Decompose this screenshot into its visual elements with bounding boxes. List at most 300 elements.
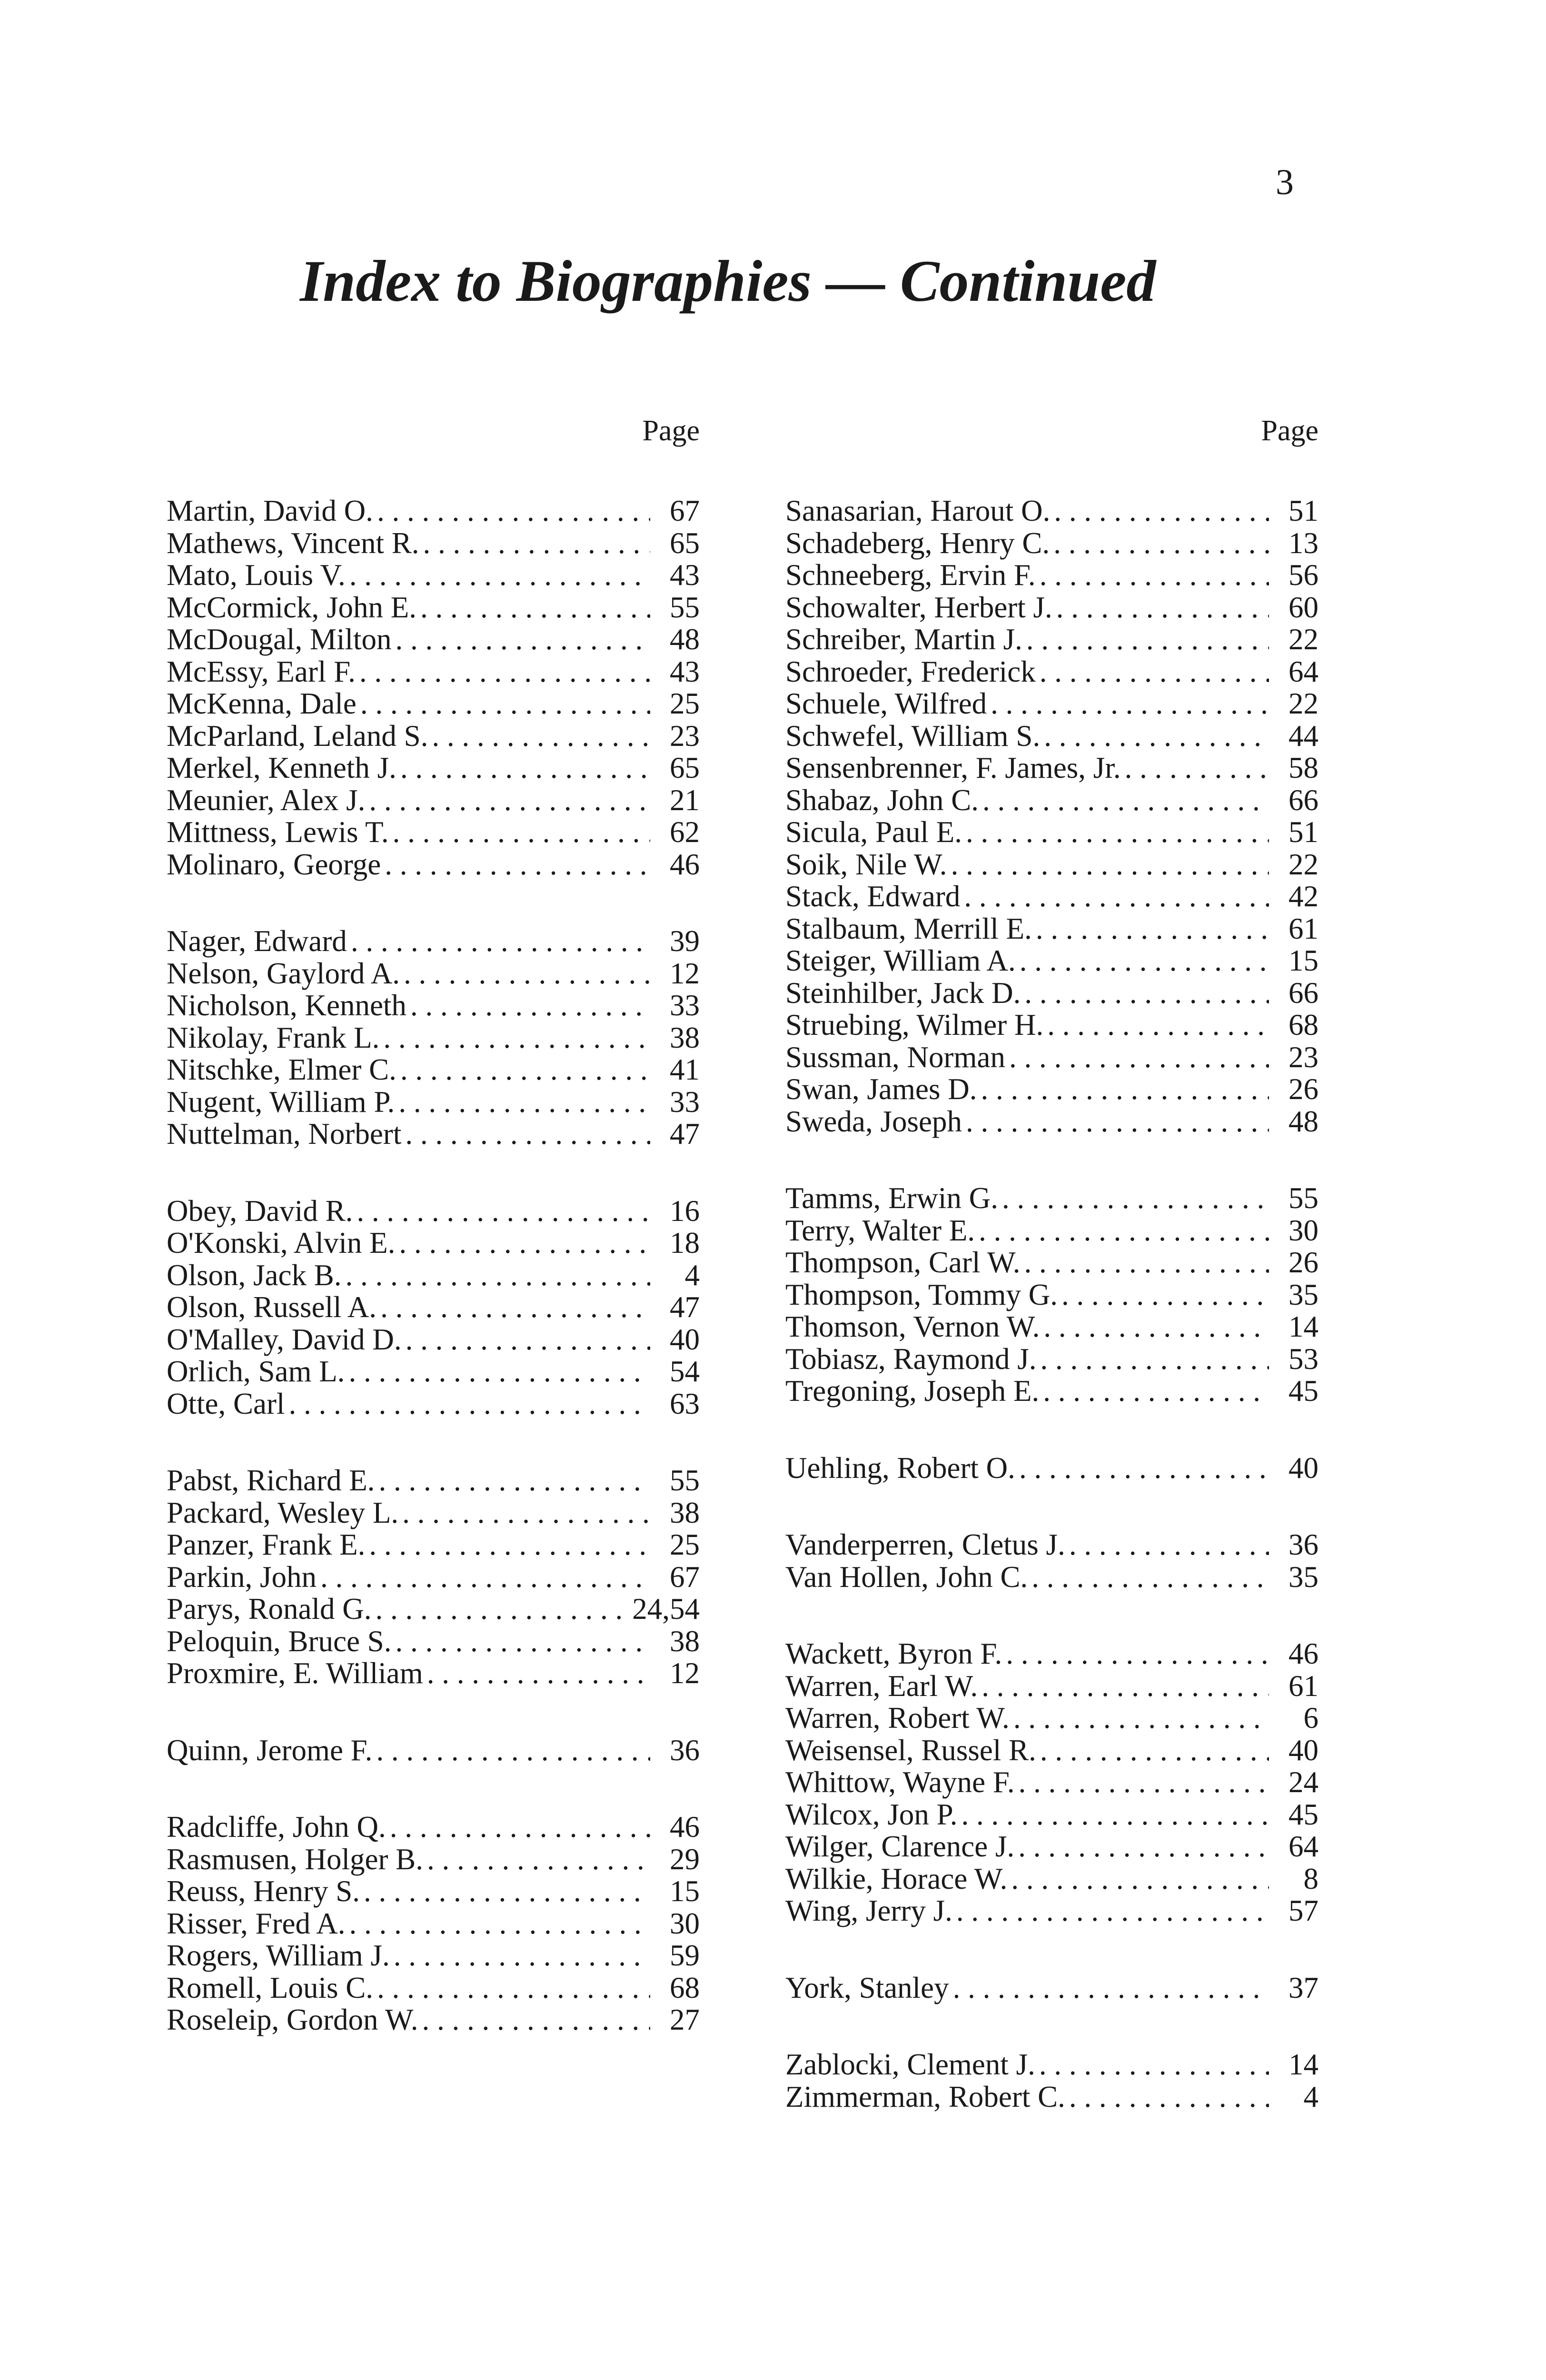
entry-page-number: 46	[670, 847, 700, 881]
index-entry	[167, 1626, 700, 1658]
index-groups	[167, 495, 700, 2036]
entry-page-number: 33	[670, 989, 700, 1022]
index-entry	[785, 849, 1318, 881]
entry-name: Olson, Jack B.	[167, 1258, 342, 1292]
index-entry	[167, 1324, 700, 1356]
entry-name: Olson, Russell A.	[167, 1290, 377, 1324]
entry-page-number: 12	[670, 956, 700, 990]
entry-name: Schowalter, Herbert J.	[785, 590, 1052, 624]
entry-name: Nikolay, Frank L.	[167, 1021, 380, 1054]
index-entry	[785, 1702, 1318, 1735]
entry-name: Orlich, Sam L.	[167, 1355, 345, 1388]
dot-leader	[1018, 1831, 1269, 1863]
index-entry	[785, 1766, 1318, 1799]
entry-name: Panzer, Frank E.	[167, 1528, 366, 1561]
index-entry	[785, 1073, 1318, 1106]
entry-page-number: 68	[1288, 1008, 1318, 1041]
index-entry	[785, 752, 1318, 784]
dot-leader	[1041, 1343, 1269, 1376]
index-entry	[785, 1638, 1318, 1670]
index-entry	[167, 849, 700, 881]
entry-page-number: 38	[670, 1496, 700, 1529]
dot-leader	[961, 1799, 1269, 1831]
index-entry	[785, 1279, 1318, 1311]
entry-name: Rasmusen, Holger B.	[167, 1842, 423, 1876]
dot-leader	[377, 1972, 650, 2004]
index-entry	[167, 1497, 700, 1529]
dot-leader	[1044, 720, 1269, 753]
index-entry	[167, 1356, 700, 1388]
letter-group	[167, 1465, 700, 1690]
entry-name: Zablocki, Clement J.	[785, 2048, 1035, 2081]
index-entry	[167, 1291, 700, 1324]
index-entry	[167, 1593, 700, 1626]
entry-name: O'Malley, David D.	[167, 1322, 402, 1356]
letter-group	[167, 1735, 700, 1767]
entry-name: Wilger, Clarence J.	[785, 1830, 1015, 1863]
entry-name: Weisensel, Russel R.	[785, 1733, 1036, 1767]
entry-page-number: 26	[1288, 1246, 1318, 1279]
entry-name: Tobiasz, Raymond J.	[785, 1342, 1037, 1376]
entry-page-number: 45	[1288, 1797, 1318, 1831]
index-entry	[785, 1182, 1318, 1215]
entry-page-number: 21	[670, 783, 700, 817]
dot-leader	[406, 1324, 650, 1356]
entry-name: McKenna, Dale	[167, 687, 357, 720]
entry-page-number: 8	[1303, 1862, 1318, 1895]
letter-group	[167, 495, 700, 881]
index-entry	[167, 624, 700, 656]
dot-leader	[400, 1054, 650, 1086]
dot-leader	[1031, 1561, 1269, 1594]
entry-page-number: 61	[1288, 912, 1318, 945]
index-entry	[785, 1561, 1318, 1594]
dot-leader	[1061, 1279, 1269, 1311]
dot-leader	[420, 592, 650, 624]
entry-name: Parkin, John	[167, 1560, 317, 1594]
entry-page-number: 6	[1303, 1701, 1318, 1735]
dot-leader	[966, 1106, 1269, 1138]
index-entry	[785, 1863, 1318, 1895]
entry-page-number: 29	[670, 1842, 700, 1876]
letter-group	[785, 1638, 1318, 1927]
entry-page-number: 41	[670, 1053, 700, 1086]
entry-page-number: 62	[670, 815, 700, 849]
index-entry	[167, 592, 700, 624]
entry-name: Mato, Louis V.	[167, 558, 346, 592]
dot-leader	[981, 1073, 1269, 1106]
index-entry	[785, 1972, 1318, 2004]
dot-leader	[1047, 1009, 1269, 1041]
entry-name: Warren, Robert W.	[785, 1701, 1010, 1735]
index-entry	[167, 527, 700, 560]
dot-leader	[1040, 559, 1269, 592]
entry-name: Steinhilber, Jack D.	[785, 976, 1021, 1010]
dot-leader	[1056, 592, 1269, 624]
index-entry	[167, 1875, 700, 1908]
dot-leader	[1019, 1766, 1269, 1799]
index-entry	[167, 784, 700, 817]
index-column-left	[167, 409, 700, 2081]
dot-leader	[991, 688, 1269, 720]
index-entry	[785, 527, 1318, 560]
dot-leader	[359, 656, 650, 688]
entry-name: Shabaz, John C.	[785, 783, 979, 817]
entry-name: Meunier, Alex J.	[167, 783, 366, 817]
index-entry	[785, 1799, 1318, 1831]
index-entry	[167, 1908, 700, 1940]
entry-name: Stalbaum, Merrill E.	[785, 912, 1032, 945]
entry-page-number: 33	[670, 1085, 700, 1119]
index-entry	[167, 559, 700, 592]
dot-leader	[288, 1388, 650, 1420]
dot-leader	[427, 1657, 650, 1690]
dot-leader	[1024, 1247, 1269, 1279]
entry-name: Sweda, Joseph	[785, 1104, 962, 1138]
entry-page-number: 18	[670, 1226, 700, 1259]
dot-leader	[953, 1972, 1269, 2004]
dot-leader	[1019, 1452, 1269, 1485]
index-entry	[167, 1465, 700, 1497]
entry-name: Nicholson, Kenneth	[167, 989, 406, 1022]
entry-page-number: 56	[1288, 558, 1318, 592]
entry-page-number: 51	[1288, 815, 1318, 849]
dot-leader	[351, 925, 650, 958]
entry-name: Nugent, William P.	[167, 1085, 395, 1119]
index-entry	[167, 1259, 700, 1292]
index-entry	[167, 1972, 700, 2004]
index-entry	[167, 1735, 700, 1767]
dot-leader	[402, 1497, 650, 1529]
letter-group	[785, 1972, 1318, 2004]
dot-leader	[1069, 2081, 1269, 2113]
entry-page-number: 48	[1288, 1104, 1318, 1138]
index-entry	[785, 624, 1318, 656]
entry-name: Stack, Edward	[785, 880, 961, 913]
entry-name: Molinaro, George	[167, 847, 381, 881]
entry-page-number: 66	[1288, 976, 1318, 1010]
entry-name: Schuele, Wilfred	[785, 687, 987, 720]
dot-leader	[1069, 1529, 1269, 1561]
index-entry	[167, 1529, 700, 1561]
entry-name: Swan, James D.	[785, 1072, 977, 1106]
dot-leader	[394, 1940, 650, 1972]
entry-name: Schroeder, Frederick	[785, 654, 1036, 688]
entry-page-number: 55	[1288, 1181, 1318, 1215]
entry-page-number: 23	[1288, 1040, 1318, 1074]
index-entry	[785, 1009, 1318, 1041]
index-entry	[167, 656, 700, 688]
entry-page-number: 55	[670, 1464, 700, 1497]
index-entry	[785, 688, 1318, 720]
entry-page-number: 48	[670, 623, 700, 656]
entry-page-number: 24,54	[632, 1592, 700, 1626]
entry-page-number: 13	[1288, 526, 1318, 560]
letter-group	[785, 1452, 1318, 1485]
entry-name: Otte, Carl	[167, 1387, 285, 1420]
index-entry	[785, 720, 1318, 753]
entry-page-number: 47	[670, 1117, 700, 1150]
dot-leader	[398, 1086, 650, 1119]
entry-page-number: 35	[1288, 1560, 1318, 1594]
dot-leader	[1013, 1702, 1269, 1735]
dot-leader	[966, 816, 1269, 849]
entry-name: Wing, Jerry J.	[785, 1894, 952, 1927]
index-entry	[167, 1054, 700, 1086]
entry-page-number: 63	[670, 1387, 700, 1420]
letter-group	[785, 495, 1318, 1138]
page-title: Index to Biographies — Continued	[300, 248, 1156, 314]
index-entry	[785, 1735, 1318, 1767]
entry-page-number: 47	[670, 1290, 700, 1324]
entry-name: Proxmire, E. William	[167, 1656, 423, 1690]
entry-name: Nuttelman, Norbert	[167, 1117, 402, 1150]
entry-page-number: 59	[670, 1939, 700, 1972]
dot-leader	[1043, 1375, 1269, 1408]
entry-page-number: 51	[1288, 494, 1318, 527]
entry-page-number: 64	[1288, 1830, 1318, 1863]
index-entry	[785, 1041, 1318, 1074]
index-entry	[167, 1811, 700, 1844]
entry-page-number: 40	[670, 1322, 700, 1356]
entry-name: Sicula, Paul E.	[785, 815, 962, 849]
entry-name: McParland, Leland S.	[167, 719, 428, 753]
dot-leader	[1036, 913, 1269, 945]
entry-name: Struebing, Wilmer H.	[785, 1008, 1044, 1041]
index-entry	[167, 688, 700, 720]
entry-name: Rogers, William J.	[167, 1939, 390, 1972]
index-entry	[167, 1022, 700, 1054]
dot-leader	[369, 1529, 650, 1561]
entry-page-number: 23	[670, 719, 700, 753]
entry-page-number: 65	[670, 526, 700, 560]
index-entry	[785, 2081, 1318, 2113]
index-entry	[785, 656, 1318, 688]
entry-name: Peloquin, Bruce S.	[167, 1624, 392, 1658]
entry-name: Sussman, Norman	[785, 1040, 1005, 1074]
entry-page-number: 43	[670, 654, 700, 688]
entry-page-number: 58	[1288, 751, 1318, 784]
entry-name: McEssy, Earl F.	[167, 654, 356, 688]
dot-leader	[410, 990, 650, 1022]
entry-name: Warren, Earl W.	[785, 1669, 978, 1703]
dot-leader	[427, 1844, 650, 1876]
index-entry	[785, 1343, 1318, 1376]
entry-name: Sensenbrenner, F. James, Jr.	[785, 751, 1121, 784]
entry-page-number: 39	[670, 924, 700, 958]
dot-leader	[383, 1022, 650, 1054]
entry-page-number: 14	[1288, 1310, 1318, 1343]
entry-name: Sanasarian, Harout O.	[785, 494, 1050, 527]
entry-page-number: 14	[1288, 2048, 1318, 2081]
index-entry	[785, 881, 1318, 913]
entry-name: Romell, Louis C.	[167, 1971, 374, 2004]
entry-name: Radcliffe, John Q.	[167, 1810, 386, 1844]
entry-page-number: 4	[684, 1258, 700, 1292]
dot-leader	[364, 1875, 650, 1908]
index-entry	[167, 1086, 700, 1119]
dot-leader	[1009, 1041, 1269, 1074]
entry-name: Thompson, Tommy G.	[785, 1278, 1058, 1311]
entry-page-number: 46	[670, 1810, 700, 1844]
entry-name: Tamms, Erwin G.	[785, 1181, 999, 1215]
entry-page-number: 60	[1288, 590, 1318, 624]
index-entry	[785, 784, 1318, 817]
dot-leader	[951, 849, 1269, 881]
entry-page-number: 27	[670, 2003, 700, 2036]
entry-page-number: 57	[1288, 1894, 1318, 1927]
entry-name: O'Konski, Alvin E.	[167, 1226, 396, 1259]
index-entry	[785, 977, 1318, 1010]
index-entry	[785, 816, 1318, 849]
dot-leader	[390, 1811, 650, 1844]
entry-name: Schadeberg, Henry C.	[785, 526, 1050, 560]
index-entry	[785, 592, 1318, 624]
index-entry	[167, 1940, 700, 1972]
dot-leader	[1040, 656, 1269, 688]
entry-page-number: 44	[1288, 719, 1318, 753]
dot-leader	[400, 752, 650, 784]
dot-leader	[404, 958, 650, 990]
dot-leader	[1026, 624, 1269, 656]
entry-name: Wackett, Byron F.	[785, 1637, 1002, 1670]
letter-group	[167, 1195, 700, 1420]
entry-page-number: 15	[1288, 944, 1318, 977]
entry-page-number: 24	[1288, 1765, 1318, 1799]
entry-name: Risser, Fred A.	[167, 1906, 346, 1940]
index-entry	[785, 1215, 1318, 1247]
entry-name: Schwefel, William S.	[785, 719, 1041, 753]
dot-leader	[1043, 1311, 1269, 1343]
dot-leader	[1053, 527, 1269, 560]
entry-name: Schreiber, Martin J.	[785, 623, 1022, 656]
dot-leader	[1125, 752, 1269, 784]
entry-name: Wilcox, Jon P.	[785, 1797, 958, 1831]
letter-group	[167, 1811, 700, 2036]
letter-group	[167, 925, 700, 1150]
entry-page-number: 61	[1288, 1669, 1318, 1703]
entry-page-number: 30	[670, 1906, 700, 1940]
index-entry	[167, 752, 700, 784]
entry-page-number: 37	[1288, 1971, 1318, 2004]
dot-leader	[399, 1227, 650, 1259]
dot-leader	[357, 1195, 650, 1228]
entry-page-number: 40	[1288, 1733, 1318, 1767]
entry-page-number: 36	[670, 1733, 700, 1767]
entry-page-number: 65	[670, 751, 700, 784]
index-entry	[167, 1657, 700, 1690]
entry-name: McDougal, Milton	[167, 623, 392, 656]
index-entry	[785, 2049, 1318, 2081]
index-entry	[785, 1247, 1318, 1279]
entry-name: Nelson, Gaylord A.	[167, 956, 400, 990]
dot-leader	[432, 720, 650, 753]
dot-leader	[393, 816, 650, 849]
dot-leader	[423, 527, 651, 560]
entry-name: Quinn, Jerome F.	[167, 1733, 373, 1767]
dot-leader	[405, 1118, 650, 1150]
entry-name: Obey, David R.	[167, 1194, 353, 1228]
index-entry	[785, 1831, 1318, 1863]
entry-page-number: 68	[670, 1971, 700, 2004]
entry-page-number: 22	[1288, 687, 1318, 720]
dot-leader	[956, 1895, 1269, 1927]
dot-leader	[982, 784, 1269, 817]
index-entry	[167, 816, 700, 849]
entry-name: Roseleip, Gordon W.	[167, 2003, 418, 2036]
index-entry	[167, 2004, 700, 2036]
entry-page-number: 67	[670, 494, 700, 527]
letter-group	[785, 1529, 1318, 1593]
entry-page-number: 67	[670, 1560, 700, 1594]
index-entry	[785, 1452, 1318, 1485]
dot-leader	[1011, 1863, 1269, 1895]
index-entry	[785, 1670, 1318, 1703]
entry-name: Wilkie, Horace W.	[785, 1862, 1008, 1895]
entry-name: Zimmerman, Robert C.	[785, 2080, 1065, 2113]
dot-leader	[377, 495, 650, 527]
entry-page-number: 38	[670, 1624, 700, 1658]
entry-name: Steiger, William A.	[785, 944, 1016, 977]
entry-name: York, Stanley	[785, 1971, 949, 2004]
entry-name: Packard, Wesley L.	[167, 1496, 399, 1529]
index-entry	[785, 495, 1318, 527]
entry-page-number: 64	[1288, 654, 1318, 688]
letter-group	[785, 1182, 1318, 1408]
entry-name: Terry, Walter E.	[785, 1213, 975, 1247]
index-entry	[167, 990, 700, 1022]
dot-leader	[1002, 1182, 1269, 1215]
entry-page-number: 12	[670, 1656, 700, 1690]
dot-leader	[422, 2004, 651, 2036]
dot-leader	[385, 849, 650, 881]
entry-page-number: 46	[1288, 1637, 1318, 1670]
dot-leader	[349, 1908, 650, 1940]
dot-leader	[1024, 977, 1269, 1010]
entry-page-number: 36	[1288, 1528, 1318, 1561]
index-entry	[785, 945, 1318, 977]
entry-page-number: 42	[1288, 880, 1318, 913]
entry-page-number: 55	[670, 590, 700, 624]
dot-leader	[345, 1259, 650, 1292]
entry-name: Soik, Nile W.	[785, 847, 947, 881]
entry-name: Nitschke, Elmer C.	[167, 1053, 396, 1086]
entry-page-number: 43	[670, 558, 700, 592]
index-column-right	[785, 409, 1318, 2158]
entry-name: Thompson, Carl W.	[785, 1246, 1021, 1279]
entry-page-number: 54	[670, 1355, 700, 1388]
entry-name: Uehling, Robert O.	[785, 1451, 1015, 1485]
dot-leader	[320, 1561, 650, 1594]
entry-name: Parys, Ronald G.	[167, 1592, 372, 1626]
entry-name: Nager, Edward	[167, 924, 347, 958]
dot-leader	[1040, 1735, 1269, 1767]
entry-name: Mittness, Lewis T.	[167, 815, 389, 849]
entry-name: Van Hollen, John C.	[785, 1560, 1028, 1594]
index-entry	[785, 1311, 1318, 1343]
index-entry	[167, 495, 700, 527]
entry-name: Pabst, Richard E.	[167, 1464, 375, 1497]
entry-page-number: 66	[1288, 783, 1318, 817]
entry-page-number: 53	[1288, 1342, 1318, 1376]
entry-page-number: 40	[1288, 1451, 1318, 1485]
entry-name: Schneeberg, Ervin F.	[785, 558, 1036, 592]
index-entry	[167, 1844, 700, 1876]
page-column-heading: Page	[1261, 415, 1318, 447]
dot-leader	[979, 1215, 1269, 1247]
entry-name: Martin, David O.	[167, 494, 373, 527]
dot-leader	[964, 881, 1269, 913]
